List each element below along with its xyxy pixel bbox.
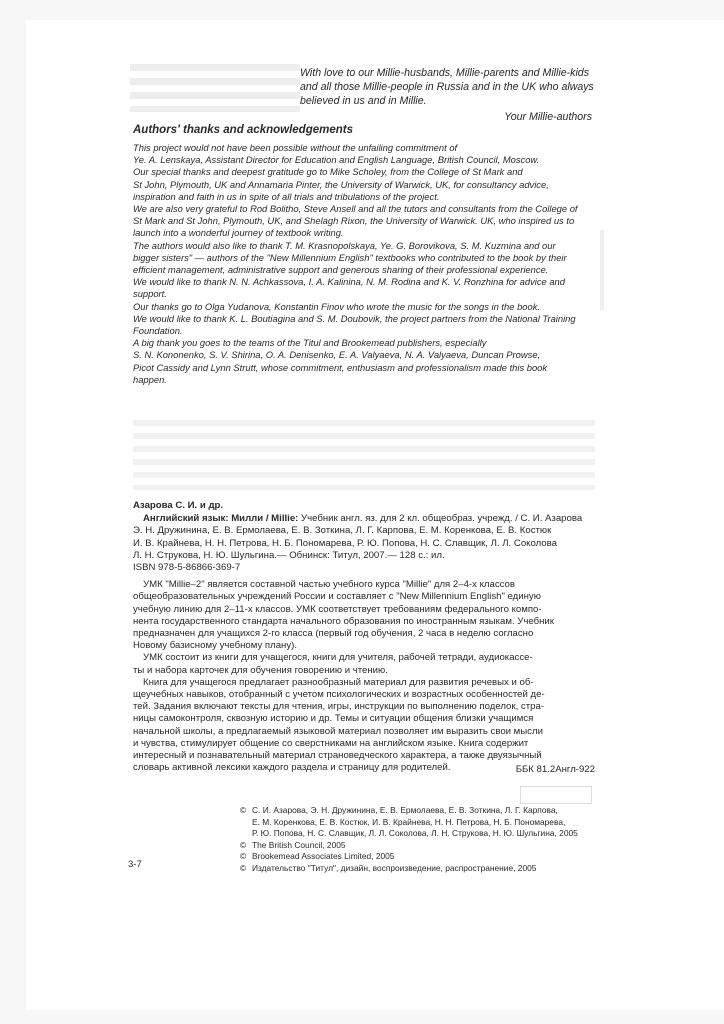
ack-line: inspiration and faith in us in spite of all trials and tribulations of the project. [133,190,440,202]
copyright-text: Р. Ю. Попова, Н. С. Славщик, Л. Л. Соколова, Л. Н. Струкова, Н. Ю. Шульгина, 2005 [252,828,578,839]
annotation-line: начальной школы, а предлагаемый языковой материал позволяет им выразить свои мысли [133,725,543,737]
copyright-text: Brookemead Associates Limited, 2005 [252,851,395,862]
copyright-text: Е. М. Коренкова, Е. В. Костюк, И. В. Крайнева, Н. Н. Петрова, Н. Б. Пономарева, [252,816,566,827]
catalog-author: Азарова С. И. и др. [133,500,224,511]
catalog-bib-line: Л. Н. Струкова, Н. Ю. Шульгина.— Обнинск: Титул, 2007.— 128 с.: ил. [133,549,445,561]
ack-line: efficient management, administrative support and generous sharing of their professional experience. [133,264,549,276]
annotation-paragraph-2 [133,652,595,676]
ack-line: support. [133,288,167,300]
catalog-bib-line: И. В. Крайнева, Н. Н. Петрова, Н. Б. Пономарева, Р. Ю. Попова, Н. С. Славщик, Л. Л. Соколова [133,537,557,549]
annotation-paragraph-1 [133,579,595,652]
annotation-line: и чувства, стимулирует общение со сверстниками на английском языке. Книга содержит [133,737,529,749]
annotation-line: предназначен для учащихся 2-го класса (первый год обучения, 2 часа в неделю согласно [133,628,534,640]
copyright-symbol: © [240,851,247,862]
isbn-suffix: 3-7 [128,859,142,870]
ack-line: We would like to thank N. N. Achkassova, I. A. Kalinina, N. M. Rodina and K. V. Ronzhina for advice and [133,276,565,288]
annotation-line: учебную линию для 2–11-х классов. УМК соответствует требованиям федерального компо- [133,603,542,615]
annotation-paragraph-3 [133,677,595,775]
dedication-signature: Your Millie-authors [504,111,592,123]
ack-line: We are also very grateful to Rod Bolitho, Steve Ansell and all the tutors and consultants from the College of [133,203,578,215]
catalog-isbn: ISBN 978-5-86866-369-7 [133,562,241,574]
catalog-title: Английский язык: Милли / Millie: [143,513,299,525]
ack-line: Foundation. [133,325,183,337]
annotation-line: общеобразовательных учреждений России и составляет с "New Millennium English" единую [133,591,541,603]
annotation-line: УМК "Millie–2" является составной частью учебного курса "Millie" для 2–4-х классов [143,579,515,591]
catalog-record [133,500,595,774]
ack-line: St Mark and St John, Plymouth, UK, and Shelagh Rixon, the University of Warwick. UK, who inspired us to [133,215,575,227]
copyright-text: С. И. Азарова, Э. Н. Дружинина, Е. В. Ермолаева, Е. В. Зоткина, Л. Г. Карпова, [252,805,558,815]
ack-line: happen. [133,373,167,385]
catalog-title-rest: Учебник англ. яз. для 2 кл. общеобраз. учрежд. / С. И. Азарова [298,513,583,525]
dedication-line: and all those Millie-people in Russia and in the UK who always [300,81,594,93]
ack-line: St John, Plymouth, UK and Annamaria Pinter, the University of Warwick, UK, for consultancy advice, [133,178,549,190]
annotation-line: интересный и познавательный материал страноведческого характера, а также двуязычный [133,750,542,762]
ack-line: Our thanks go to Olga Yudanova, Konstantin Finov who wrote the music for the songs in the book. [133,300,541,312]
copyright-text: The British Council, 2005 [252,839,346,850]
copyright-entry [240,840,595,852]
annotation-line: Книга для учащегося предлагает разнообразный материал для развития речевых и об- [143,676,534,688]
copyright-block [240,805,595,875]
copyright-symbol: © [240,805,247,815]
dedication-line: believed in us and in Millie. [300,95,427,107]
copyright-symbol: © [240,862,247,873]
ack-line: This project would not have been possible without the unfailing commitment of [133,142,458,153]
annotation-line: нента государственного стандарта начального образования по иностранным языкам. Учебник [133,615,554,627]
catalog-bib-line: Э. Н. Дружинина, Е. В. Ермолаева, Е. В. Зоткина, Л. Г. Карпова, Е. М. Коренкова, Е. В. Костюк [133,525,552,537]
annotation-line: словарь активной лексики каждого раздела и страницу для родителей. [133,762,451,774]
ack-line: The authors would also like to thank T. M. Krasnopolskaya, Ye. G. Borovikova, S. M. Kuzmina and our [133,239,556,251]
ack-line: S. N. Kononenko, S. V. Shirina, O. A. Denisenko, E. A. Valyaeva, N. A. Valyaeva, Duncan Prowse, [133,349,541,361]
acknowledgements-heading: Authors' thanks and acknowledgements [133,124,353,136]
catalog-title-line [133,513,595,525]
copyright-entry [240,863,595,875]
copyright-symbol: © [240,839,247,850]
copyright-entry [240,805,595,817]
ack-line: A big thank you goes to the teams of the Titul and Brookemead publishers, especially [133,337,487,349]
annotation-line: ты и набора карточек для обучения говорению и чтению. [133,664,388,676]
bleed-through-shadow-3 [133,420,595,490]
annotation-line: Новому базисному учебному плану). [133,640,298,652]
annotation-line: тей. Задания включают тексты для чтения, игры, инструкции по выполнению поделок, стра- [133,701,544,713]
annotation-line: УМК состоит из книги для учащегося, книги для учителя, рабочей тетради, аудиокассе- [143,652,533,664]
dedication-line: With love to our Millie-husbands, Millie-parents and Millie-kids [300,67,589,79]
ack-line: launch into a wonderful journey of textbook writing. [133,227,344,239]
copyright-text: Издательство "Титул", дизайн, воспроизведение, распространение, 2005 [252,862,537,873]
bbk-code: ББК 81.2Англ-922 [515,764,595,775]
annotation-line: ницы самоконтроля, сквозную историю и др. Темы и ситуации общения близки учащимся [133,713,534,725]
annotation-line: щеучебных навыков, отобранный с учетом психологических и возрастных особенностей де- [133,689,545,701]
copyright-entry [240,851,595,863]
dedication [300,66,600,124]
ack-line: We would like to thank K. L. Boutiagina and S. M. Doubovik, the project partners from the National Training [133,312,576,324]
acknowledgements-body [133,142,603,386]
ack-line: Our special thanks and deepest gratitude go to Mike Scholey, from the College of St Mark and [133,166,523,178]
ack-line: Ye. A. Lenskaya, Assistant Director for Education and English Language, British Council, Moscow. [133,154,540,166]
ack-line: Picot Cassidy and Lynn Strutt, whose commitment, enthusiasm and professionalism made this book [133,361,548,373]
bleed-through-box [520,786,592,804]
bleed-through-shadow [130,64,300,112]
ack-line: bigger sisters" — authors of the "New Millennium English" textbooks who contributed to the book by their [133,251,567,263]
